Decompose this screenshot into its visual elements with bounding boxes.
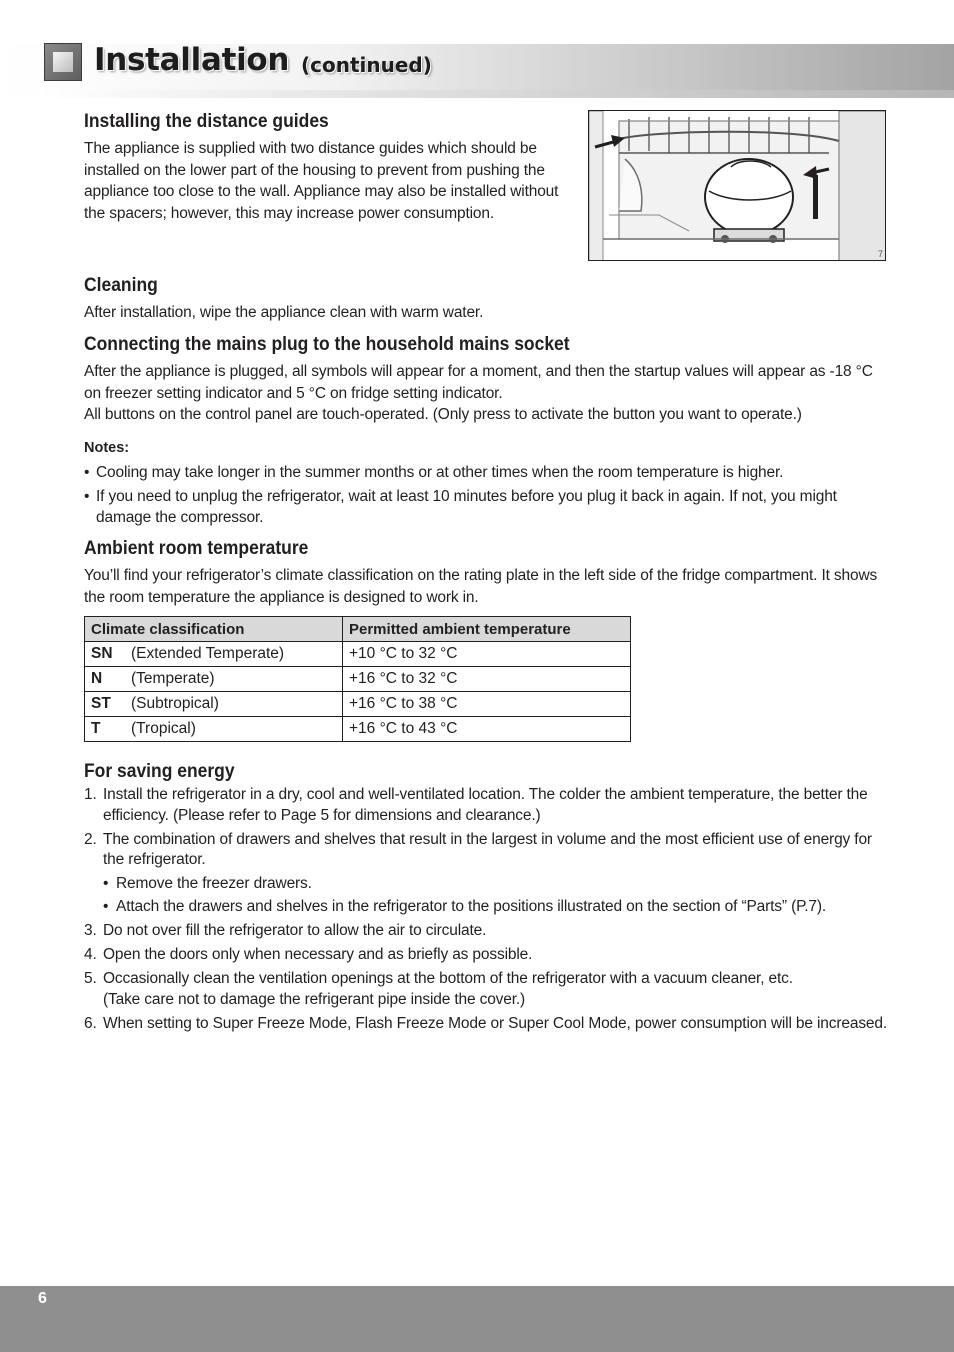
climate-name: (Extended Temperate): [131, 645, 285, 662]
table-row: [85, 642, 631, 667]
mains-plug-heading: Connecting the mains plug to the household mains socket: [84, 334, 570, 355]
notes-title: Notes:: [84, 440, 130, 456]
table-row: [85, 717, 631, 742]
list-item: [84, 1014, 889, 1035]
energy-heading: For saving energy: [84, 761, 235, 782]
temperature-range: +16 °C to 43 °C: [343, 717, 631, 742]
table-header-row: [85, 617, 631, 642]
column-header: Climate classification: [85, 617, 343, 642]
step-number: 6.: [84, 1014, 97, 1032]
distance-guides-illustration: [588, 110, 886, 261]
temperature-range: +16 °C to 38 °C: [343, 692, 631, 717]
temperature-range: +10 °C to 32 °C: [343, 642, 631, 667]
distance-guides-heading: Installing the distance guides: [84, 111, 329, 132]
step-text: Occasionally clean the ventilation openings at the bottom of the refrigerator with a vacuum cleaner, etc.: [103, 970, 793, 987]
list-item: [84, 785, 889, 826]
step-text: The combination of drawers and shelves that result in the largest in volume and the most efficient use of energy for the refrigerator.: [103, 830, 872, 868]
climate-table: [84, 616, 631, 742]
bullet-icon: •: [84, 464, 90, 481]
climate-code: ST: [91, 695, 111, 712]
step-number: 3.: [84, 922, 97, 939]
compressor-diagram: [589, 111, 886, 261]
figure-label: 7: [877, 249, 883, 259]
list-item: [84, 945, 889, 966]
mains-plug-text-2: All buttons on the control panel are touch-operated. (Only press to activate the button you want to operate.): [84, 406, 802, 423]
page-title: Installation: [94, 42, 290, 78]
note-text: If you need to unplug the refrigerator, wait at least 10 minutes before you plug it back in again. If not, you might damage the compressor.: [96, 488, 837, 526]
distance-guides-text: The appliance is supplied with two distance guides which should be installed on the lower part of the housing to prevent from pushing the appliance too close to the wall. Appliance may also be installed without the spacers; however, this may increase power consumption.: [84, 140, 559, 222]
step-number: 4.: [84, 946, 97, 963]
sub-list-item: [103, 897, 889, 918]
step-text: When setting to Super Freeze Mode, Flash Freeze Mode or Super Cool Mode, power consumption will be increased.: [103, 1014, 888, 1032]
step-number: 2.: [84, 830, 97, 848]
climate-class-cell: [85, 717, 343, 742]
bullet-icon: •: [103, 874, 109, 892]
list-item: [84, 830, 889, 918]
bullet-icon: •: [84, 488, 90, 505]
bullet-icon: •: [103, 898, 109, 915]
sub-list: [103, 874, 889, 918]
cleaning-heading: Cleaning: [84, 275, 158, 296]
step-number: 1.: [84, 786, 97, 803]
note-text: Cooling may take longer in the summer months or at other times when the room temperature is higher.: [96, 464, 784, 481]
note-item: [84, 462, 889, 483]
sub-list-item: [103, 874, 889, 895]
climate-class-cell: [85, 642, 343, 667]
list-item: [84, 921, 889, 942]
mains-plug-text-1: After the appliance is plugged, all symbols will appear for a moment, and then the startup values will appear as -18 °C on freezer setting indicator and 5 °C on fridge setting indicator.: [84, 363, 873, 402]
table-row: [85, 667, 631, 692]
cleaning-text: After installation, wipe the appliance clean with warm water.: [84, 304, 484, 321]
climate-name: (Subtropical): [131, 695, 219, 712]
column-header: Permitted ambient temperature: [343, 617, 631, 642]
ambient-text: You’ll find your refrigerator’s climate classification on the rating plate in the left side of the fridge compartment. It shows the room temperature the appliance is designed to work in.: [84, 567, 878, 606]
step-number: 5.: [84, 970, 97, 987]
climate-code: T: [91, 720, 101, 737]
step-text-note: (Take care not to damage the refrigerant pipe inside the cover.): [103, 990, 526, 1008]
climate-name: (Tropical): [131, 720, 196, 737]
climate-name: (Temperate): [131, 670, 215, 687]
ambient-heading: Ambient room temperature: [84, 538, 309, 559]
table-row: [85, 692, 631, 717]
energy-steps-list: [84, 785, 889, 1038]
step-text: Install the refrigerator in a dry, cool and well-ventilated location. The colder the ambient temperature, the better the efficiency. (Please refer to Page 5 for dimensions and clearance.): [103, 786, 868, 824]
header-underline: [40, 90, 954, 98]
page-subtitle: (continued): [301, 53, 432, 77]
section-square-icon: [44, 43, 82, 81]
climate-code: N: [91, 670, 103, 687]
page-number: 6: [38, 1290, 47, 1307]
temperature-range: +16 °C to 32 °C: [343, 667, 631, 692]
step-text: Open the doors only when necessary and as briefly as possible.: [103, 946, 533, 963]
sub-item-text: Remove the freezer drawers.: [116, 874, 312, 892]
note-item: [84, 486, 889, 528]
step-text: Do not over fill the refrigerator to allow the air to circulate.: [103, 922, 487, 939]
sub-item-text: Attach the drawers and shelves in the refrigerator to the positions illustrated on the section of “Parts” (P.7).: [116, 898, 827, 915]
climate-class-cell: [85, 667, 343, 692]
climate-code: SN: [91, 645, 113, 662]
footer-band: [0, 1286, 954, 1352]
climate-class-cell: [85, 692, 343, 717]
list-item: [84, 969, 889, 1010]
